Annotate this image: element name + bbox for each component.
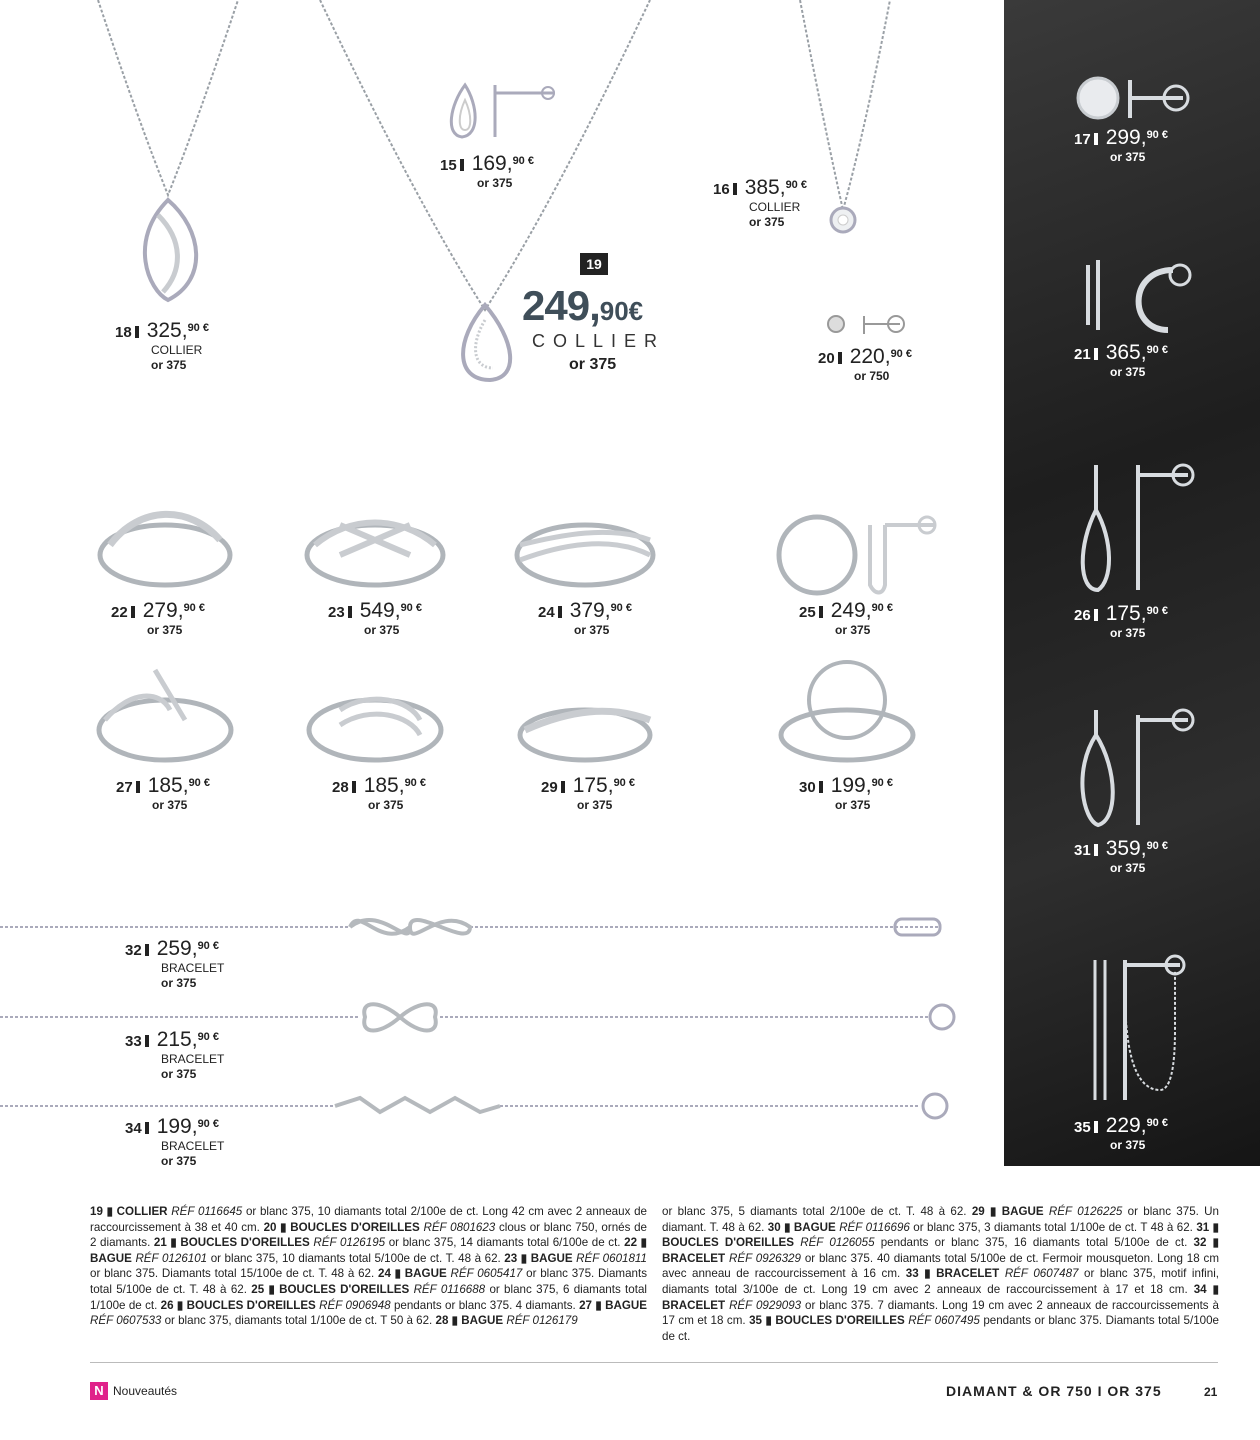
- price-label-27: 27 185,$^{90 €}$ or 375: [116, 774, 210, 812]
- price-label-35: 35 229,$^{90 €}$ or 375: [1074, 1114, 1168, 1152]
- desc-item-text: pendants or blanc 375, 16 diamants total 5/100e de ct.: [880, 1236, 1194, 1250]
- price-label-24: 24 379,$^{90 €}$ or 375: [538, 599, 632, 637]
- section-title: DIAMANT & OR 750 I OR 375: [946, 1383, 1162, 1399]
- desc-item-head: 32 ▮ BRACELET: [662, 1236, 1219, 1265]
- earrings-25-image: [775, 505, 945, 600]
- ring-27-image: [90, 660, 240, 770]
- price-label-32: 32 259,$^{90 €}$ BRACELET or 375: [125, 937, 225, 990]
- desc-item-ref: RÉF 0126055: [800, 1236, 875, 1250]
- desc-item-text: or blanc 375. Un diamant. T. 48 à 62.: [662, 1205, 1219, 1234]
- desc-item-head: 25 ▮ BOUCLES D'OREILLES: [251, 1282, 410, 1296]
- desc-item-head: 20 ▮ BOUCLES D'OREILLES: [263, 1220, 420, 1234]
- ring-23-image: [300, 500, 450, 595]
- price-label-23: 23 549,$^{90 €}$ or 375: [328, 599, 422, 637]
- product-descriptions-right: [662, 1204, 1219, 1344]
- desc-item-text: or blanc 375. Diamants total 5/100e de ct. T. 48 à 62.: [90, 1267, 647, 1296]
- desc-item-ref: RÉF 0126195: [313, 1236, 386, 1250]
- desc-item-ref: RÉF 0926329: [728, 1251, 801, 1265]
- new-label: Nouveautés: [113, 1384, 178, 1398]
- hoop-earrings-21-image: [1068, 245, 1198, 340]
- ring-29-image: [510, 690, 660, 770]
- price-label-33: 33 215,$^{90 €}$ BRACELET or 375: [125, 1028, 225, 1081]
- desc-item-ref: RÉF 0607533: [90, 1314, 162, 1328]
- earrings-17-image: [1068, 70, 1198, 130]
- desc-item-head: 33 ▮ BRACELET: [905, 1267, 1000, 1281]
- price-label-25: 25 249,$^{90 €}$ or 375: [799, 599, 893, 637]
- desc-item-head: 26 ▮ BOUCLES D'OREILLES: [160, 1298, 316, 1312]
- drop-earrings-31-image: [1068, 700, 1198, 835]
- desc-item-text: or blanc 375, 3 diamants total 1/100e de ct. T 48 à 62.: [913, 1220, 1197, 1234]
- desc-item-ref: RÉF 0116696: [839, 1220, 910, 1234]
- desc-item-ref: RÉF 0605417: [450, 1267, 523, 1281]
- price-label-28: 28 185,$^{90 €}$ or 375: [332, 774, 426, 812]
- ring-30-image: [775, 655, 920, 770]
- desc-item-head: 34 ▮ BRACELET: [662, 1282, 1219, 1312]
- price-label-34: 34 199,$^{90 €}$ BRACELET or 375: [125, 1115, 225, 1168]
- desc-item-text: pendants or blanc 375. Diamants total 5/100e de ct.: [662, 1314, 1219, 1343]
- desc-item-ref: RÉF 0607495: [908, 1314, 980, 1328]
- desc-item-text: or blanc 375. 40 diamants total 5/100e de ct. Fermoir mousqueton. Long 18 cm avec anneau de raccourcissement à 16 cm.: [662, 1251, 1219, 1281]
- desc-item-head: 23 ▮ BAGUE: [504, 1251, 573, 1265]
- product-descriptions-left: [90, 1204, 647, 1329]
- desc-item-head: 30 ▮ BAGUE: [767, 1220, 836, 1234]
- ring-22-image: [90, 500, 240, 595]
- desc-item-ref: RÉF 0126225: [1048, 1205, 1123, 1218]
- desc-item-text: clous or blanc 750, ornés de 2 diamants.: [90, 1220, 647, 1250]
- desc-item-ref: RÉF 0801623: [423, 1220, 496, 1234]
- featured-price: 249,90€: [522, 282, 644, 329]
- desc-item-text: or blanc 375, 10 diamants total 2/100e de ct. Long 42 cm avec 2 anneaux de raccourcissement à 38 et 40 cm.: [90, 1205, 647, 1234]
- desc-item-head: 35 ▮ BOUCLES D'OREILLES: [749, 1314, 905, 1328]
- desc-item-head: 27 ▮ BAGUE: [579, 1298, 647, 1312]
- desc-item-head: 29 ▮ BAGUE: [971, 1205, 1044, 1218]
- desc-item-ref: RÉF 0607487: [1004, 1267, 1079, 1281]
- desc-item-ref: RÉF 0126179: [506, 1314, 578, 1328]
- desc-item-text: or blanc 375, motif infini, diamants total 3/100e de ct. Long 19 cm avec 2 anneaux de raccourcissement à 17 et 18 cm.: [662, 1267, 1219, 1296]
- desc-item-head: 24 ▮ BAGUE: [378, 1267, 447, 1281]
- desc-item-head: 31 ▮ BOUCLES D'OREILLES: [662, 1220, 1220, 1250]
- desc-item-text: or blanc 375, 10 diamants total 5/100e de ct. T. 48 à 62.: [210, 1251, 505, 1265]
- desc-item-head: 19 ▮ COLLIER: [90, 1205, 168, 1218]
- featured-number-badge: 19: [580, 253, 608, 275]
- desc-item-ref: RÉF 0126101: [135, 1251, 208, 1265]
- chain-earrings-35-image: [1080, 950, 1190, 1110]
- desc-item-head: 22 ▮ BAGUE: [90, 1236, 647, 1265]
- ring-28-image: [300, 680, 450, 770]
- price-label-16: 16 385,$^{90 €}$ COLLIER or 375: [713, 176, 807, 229]
- price-label-20: 20 220,$^{90 €}$ or 750: [818, 345, 912, 383]
- new-badge-icon: N: [90, 1382, 108, 1400]
- desc-item-ref: RÉF 0906948: [319, 1298, 391, 1312]
- price-label-15: 15 169,$^{90 €}$ or 375: [440, 152, 534, 190]
- earrings-15-image: [440, 75, 560, 150]
- desc-item-ref: RÉF 0116688: [413, 1282, 486, 1296]
- pendant-necklace-18-image: [88, 0, 248, 310]
- desc-item-ref: RÉF 0929093: [729, 1298, 802, 1312]
- price-label-17: 17 299,$^{90 €}$ or 375: [1074, 126, 1168, 164]
- price-label-29: 29 175,$^{90 €}$ or 375: [541, 774, 635, 812]
- page-number: 21: [1204, 1385, 1218, 1399]
- price-label-22: 22 279,$^{90 €}$ or 375: [111, 599, 205, 637]
- desc-item-text: or blanc 375, 5 diamants total 2/100e de ct. T. 48 à 62.: [662, 1205, 972, 1218]
- solitaire-necklace-16-image: [795, 0, 895, 240]
- price-label-18: 18 325,$^{90 €}$ COLLIER or 375: [115, 319, 209, 372]
- desc-item-text: or blanc 375, diamants total 1/100e de ct. T 50 à 62.: [164, 1314, 436, 1328]
- drop-earrings-26-image: [1068, 450, 1198, 600]
- desc-item-text: pendants or blanc 375. 4 diamants.: [393, 1298, 580, 1312]
- price-label-26: 26 175,$^{90 €}$ or 375: [1074, 602, 1168, 640]
- desc-item-text: or blanc 375, 14 diamants total 6/100e de ct.: [388, 1236, 625, 1250]
- desc-item-ref: RÉF 0601811: [576, 1251, 647, 1265]
- desc-item-head: 28 ▮ BAGUE: [435, 1314, 504, 1328]
- featured-metal: or 375: [569, 356, 617, 373]
- price-label-31: 31 359,$^{90 €}$ or 375: [1074, 837, 1168, 875]
- featured-type: COLLIER: [532, 331, 666, 351]
- desc-item-head: 21 ▮ BOUCLES D'OREILLES: [153, 1236, 310, 1250]
- price-label-21: 21 365,$^{90 €}$ or 375: [1074, 341, 1168, 379]
- stud-earrings-20-image: [820, 308, 910, 340]
- desc-item-ref: RÉF 0116645: [171, 1205, 243, 1218]
- footer-divider: [90, 1362, 1218, 1363]
- desc-item-text: or blanc 375. 7 diamants. Long 19 cm avec 2 anneaux de raccourcissements à 17 cm et 18 cm.: [662, 1298, 1219, 1328]
- price-label-30: 30 199,$^{90 €}$ or 375: [799, 774, 893, 812]
- desc-item-text: or blanc 375, 6 diamants total 1/100e de ct.: [90, 1282, 647, 1312]
- desc-item-text: or blanc 375. Diamants total 15/100e de ct. T. 48 à 62.: [90, 1267, 378, 1281]
- ring-24-image: [510, 505, 660, 595]
